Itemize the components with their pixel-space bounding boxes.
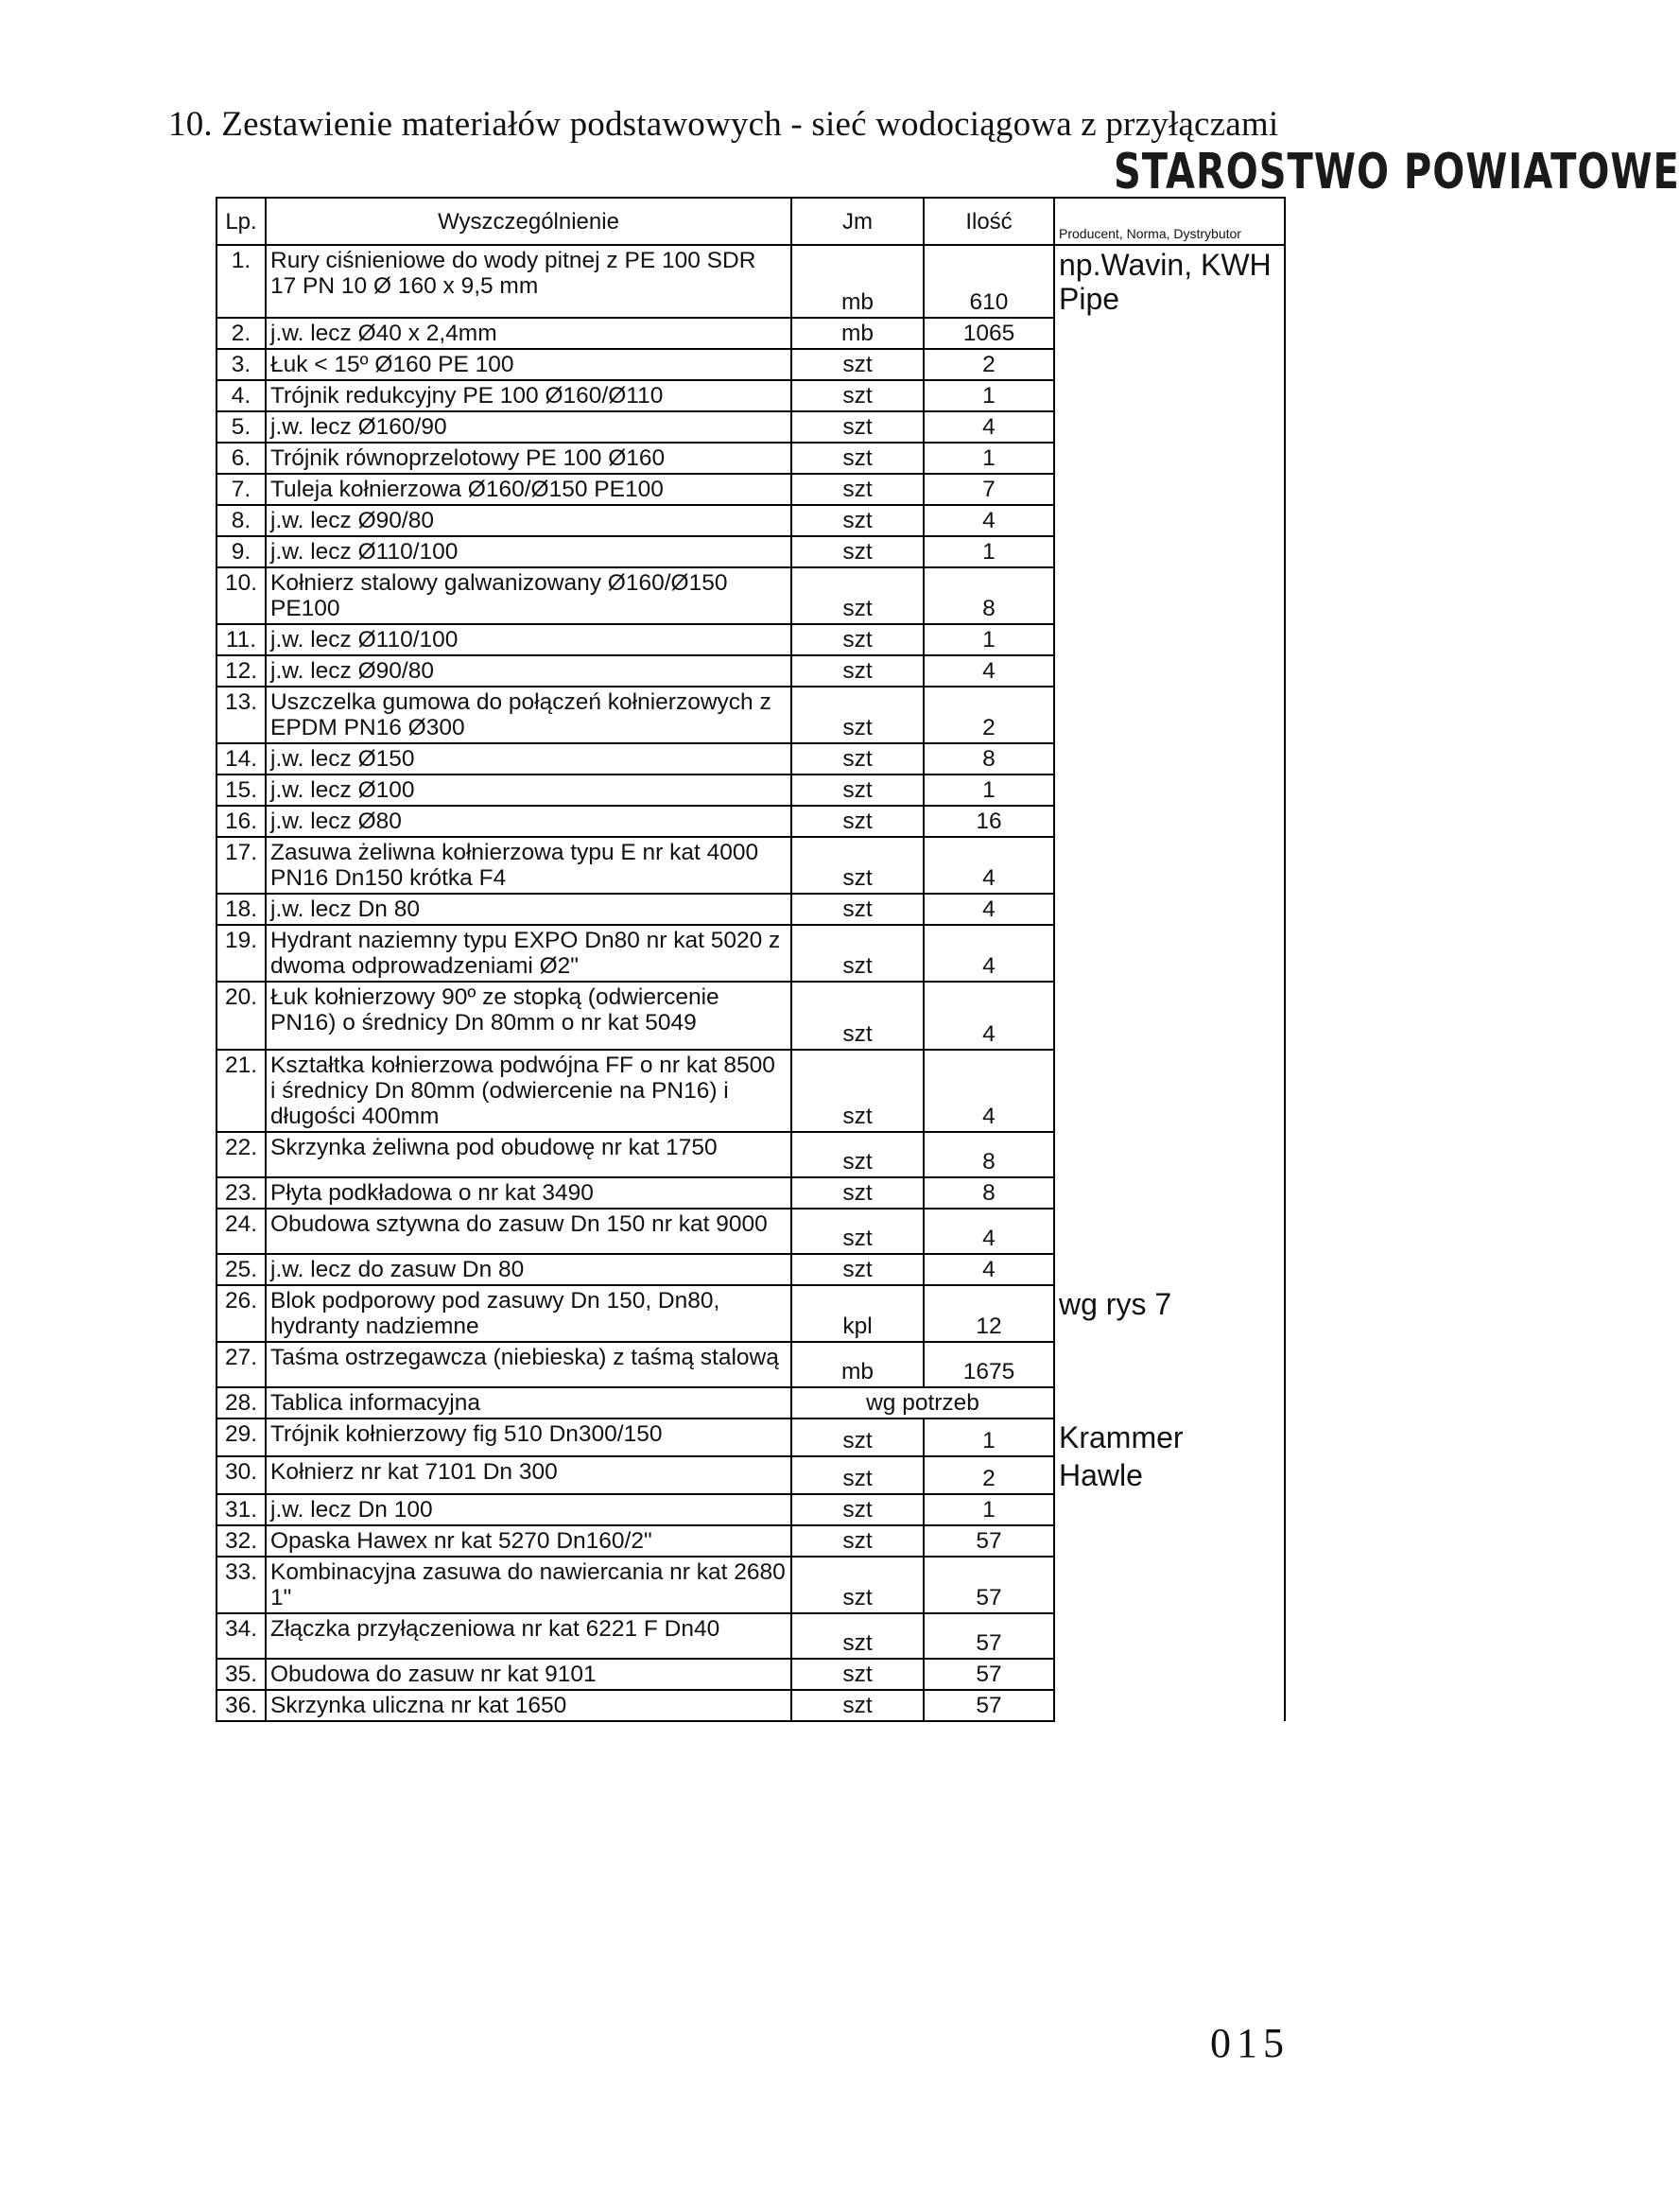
header-unit: Jm xyxy=(791,198,924,245)
table-row xyxy=(216,894,1285,925)
row-producer xyxy=(1054,318,1285,349)
row-unit: mb xyxy=(791,245,924,318)
row-lp: 34. xyxy=(216,1613,266,1659)
table-row xyxy=(216,1177,1285,1209)
row-unit: szt xyxy=(791,837,924,894)
row-producer: np.Wavin, KWH Pipe xyxy=(1054,245,1285,318)
row-unit: szt xyxy=(791,1690,924,1721)
row-quantity: 1 xyxy=(924,624,1054,655)
table-row xyxy=(216,245,1285,318)
row-description: Obudowa sztywna do zasuw Dn 150 nr kat 9000 xyxy=(266,1209,791,1254)
row-lp: 30. xyxy=(216,1456,266,1494)
row-unit: szt xyxy=(791,536,924,567)
row-producer xyxy=(1054,1177,1285,1209)
row-description: Rury ciśnieniowe do wody pitnej z PE 100 SDR 17 PN 10 Ø 160 x 9,5 mm xyxy=(266,245,791,318)
row-quantity: 16 xyxy=(924,806,1054,837)
row-quantity: 12 xyxy=(924,1285,1054,1342)
row-unit: szt xyxy=(791,1525,924,1557)
row-producer xyxy=(1054,1209,1285,1254)
row-lp: 19. xyxy=(216,925,266,982)
row-quantity: 7 xyxy=(924,474,1054,505)
row-unit: szt xyxy=(791,1132,924,1177)
row-description: Złączka przyłączeniowa nr kat 6221 F Dn40 xyxy=(266,1613,791,1659)
row-unit: szt xyxy=(791,1050,924,1132)
row-description: Skrzynka żeliwna pod obudowę nr kat 1750 xyxy=(266,1132,791,1177)
row-producer xyxy=(1054,1132,1285,1177)
header-quantity: Ilość xyxy=(924,198,1054,245)
row-description: Kształtka kołnierzowa podwójna FF o nr kat 8500 i średnicy Dn 80mm (odwiercenie na PN16) i długości 400mm xyxy=(266,1050,791,1132)
table-row xyxy=(216,1690,1285,1721)
page-number: 015 xyxy=(1210,2020,1290,2066)
row-producer xyxy=(1054,655,1285,687)
row-description: Płyta podkładowa o nr kat 3490 xyxy=(266,1177,791,1209)
table-row xyxy=(216,349,1285,380)
row-lp: 12. xyxy=(216,655,266,687)
row-quantity: 1675 xyxy=(924,1342,1054,1387)
row-description: Tablica informacyjna xyxy=(266,1387,791,1418)
row-description: j.w. lecz Ø90/80 xyxy=(266,655,791,687)
row-description: j.w. lecz Ø110/100 xyxy=(266,536,791,567)
row-producer xyxy=(1054,1387,1285,1418)
row-quantity: 610 xyxy=(924,245,1054,318)
row-description: j.w. lecz Ø110/100 xyxy=(266,624,791,655)
office-stamp: STAROSTWO POWIATOWE xyxy=(1114,144,1680,200)
row-description: Kołnierz nr kat 7101 Dn 300 xyxy=(266,1456,791,1494)
row-lp: 10. xyxy=(216,567,266,624)
header-producer: Producent, Norma, Dystrybutor xyxy=(1054,198,1285,245)
row-lp: 16. xyxy=(216,806,266,837)
row-quantity: 1 xyxy=(924,380,1054,411)
table-row xyxy=(216,982,1285,1050)
row-unit: szt xyxy=(791,624,924,655)
row-unit: szt xyxy=(791,411,924,443)
table-row xyxy=(216,1285,1285,1342)
table-row xyxy=(216,567,1285,624)
row-description: Łuk < 15º Ø160 PE 100 xyxy=(266,349,791,380)
row-lp: 6. xyxy=(216,443,266,474)
row-producer xyxy=(1054,1659,1285,1690)
row-quantity: 4 xyxy=(924,894,1054,925)
row-quantity: 8 xyxy=(924,1177,1054,1209)
row-lp: 32. xyxy=(216,1525,266,1557)
row-unit: szt xyxy=(791,982,924,1050)
row-description: Opaska Hawex nr kat 5270 Dn160/2" xyxy=(266,1525,791,1557)
table-row xyxy=(216,1613,1285,1659)
row-lp: 3. xyxy=(216,349,266,380)
row-description: j.w. lecz Dn 80 xyxy=(266,894,791,925)
row-description: Tuleja kołnierzowa Ø160/Ø150 PE100 xyxy=(266,474,791,505)
row-unit: szt xyxy=(791,1557,924,1613)
table-row xyxy=(216,837,1285,894)
table-row xyxy=(216,925,1285,982)
row-quantity: 4 xyxy=(924,982,1054,1050)
row-unit: szt xyxy=(791,443,924,474)
table-row xyxy=(216,505,1285,536)
row-quantity: 1 xyxy=(924,443,1054,474)
row-quantity: 8 xyxy=(924,743,1054,775)
row-lp: 25. xyxy=(216,1254,266,1285)
table-row xyxy=(216,1387,1285,1418)
row-quantity: 4 xyxy=(924,1050,1054,1132)
table-row xyxy=(216,624,1285,655)
row-description: Hydrant naziemny typu EXPO Dn80 nr kat 5020 z dwoma odprowadzeniami Ø2" xyxy=(266,925,791,982)
row-description: Zasuwa żeliwna kołnierzowa typu E nr kat 4000 PN16 Dn150 krótka F4 xyxy=(266,837,791,894)
row-quantity: 4 xyxy=(924,925,1054,982)
row-lp: 4. xyxy=(216,380,266,411)
table-row xyxy=(216,1659,1285,1690)
row-description: j.w. lecz Ø100 xyxy=(266,775,791,806)
row-lp: 21. xyxy=(216,1050,266,1132)
row-lp: 31. xyxy=(216,1494,266,1525)
row-description: Uszczelka gumowa do połączeń kołnierzowych z EPDM PN16 Ø300 xyxy=(266,687,791,743)
row-quantity: 1 xyxy=(924,1418,1054,1456)
row-producer xyxy=(1054,349,1285,380)
row-unit: szt xyxy=(791,1659,924,1690)
row-description: Skrzynka uliczna nr kat 1650 xyxy=(266,1690,791,1721)
row-description: Kołnierz stalowy galwanizowany Ø160/Ø150 PE100 xyxy=(266,567,791,624)
row-producer: Hawle xyxy=(1054,1456,1285,1494)
row-lp: 20. xyxy=(216,982,266,1050)
row-producer xyxy=(1054,687,1285,743)
row-producer xyxy=(1054,1557,1285,1613)
row-lp: 18. xyxy=(216,894,266,925)
row-quantity: 57 xyxy=(924,1525,1054,1557)
row-producer xyxy=(1054,505,1285,536)
row-unit: szt xyxy=(791,349,924,380)
table-row xyxy=(216,1342,1285,1387)
row-producer xyxy=(1054,567,1285,624)
row-quantity: 57 xyxy=(924,1613,1054,1659)
row-lp: 2. xyxy=(216,318,266,349)
row-description: Obudowa do zasuw nr kat 9101 xyxy=(266,1659,791,1690)
table-row xyxy=(216,1132,1285,1177)
table-row xyxy=(216,743,1285,775)
row-lp: 7. xyxy=(216,474,266,505)
row-unit: szt xyxy=(791,505,924,536)
row-lp: 24. xyxy=(216,1209,266,1254)
table-row xyxy=(216,1557,1285,1613)
row-unit-quantity: wg potrzeb xyxy=(791,1387,1054,1418)
row-description: Trójnik kołnierzowy fig 510 Dn300/150 xyxy=(266,1418,791,1456)
row-unit: szt xyxy=(791,1418,924,1456)
table-row xyxy=(216,1456,1285,1494)
row-lp: 36. xyxy=(216,1690,266,1721)
row-lp: 14. xyxy=(216,743,266,775)
table-row xyxy=(216,1050,1285,1132)
row-quantity: 4 xyxy=(924,1209,1054,1254)
row-lp: 23. xyxy=(216,1177,266,1209)
row-description: Blok podporowy pod zasuwy Dn 150, Dn80, hydranty nadziemne xyxy=(266,1285,791,1342)
row-producer xyxy=(1054,925,1285,982)
row-lp: 5. xyxy=(216,411,266,443)
row-producer xyxy=(1054,443,1285,474)
row-unit: szt xyxy=(791,474,924,505)
row-lp: 1. xyxy=(216,245,266,318)
row-description: Trójnik równoprzelotowy PE 100 Ø160 xyxy=(266,443,791,474)
row-unit: szt xyxy=(791,687,924,743)
row-quantity: 1 xyxy=(924,775,1054,806)
row-unit: szt xyxy=(791,380,924,411)
table-row xyxy=(216,380,1285,411)
row-producer xyxy=(1054,474,1285,505)
row-lp: 11. xyxy=(216,624,266,655)
row-unit: szt xyxy=(791,743,924,775)
row-description: j.w. lecz Ø150 xyxy=(266,743,791,775)
row-producer xyxy=(1054,982,1285,1050)
row-quantity: 2 xyxy=(924,349,1054,380)
table-body xyxy=(216,245,1285,1721)
row-producer xyxy=(1054,806,1285,837)
row-description: Taśma ostrzegawcza (niebieska) z taśmą stalową xyxy=(266,1342,791,1387)
row-producer xyxy=(1054,1342,1285,1387)
row-lp: 33. xyxy=(216,1557,266,1613)
row-lp: 22. xyxy=(216,1132,266,1177)
row-producer xyxy=(1054,411,1285,443)
row-unit: szt xyxy=(791,925,924,982)
row-unit: mb xyxy=(791,1342,924,1387)
row-description: j.w. lecz Ø40 x 2,4mm xyxy=(266,318,791,349)
row-quantity: 8 xyxy=(924,567,1054,624)
row-unit: szt xyxy=(791,655,924,687)
row-quantity: 8 xyxy=(924,1132,1054,1177)
row-unit: mb xyxy=(791,318,924,349)
table-row xyxy=(216,687,1285,743)
materials-table xyxy=(216,197,1286,1722)
row-quantity: 57 xyxy=(924,1659,1054,1690)
table-row xyxy=(216,1209,1285,1254)
table-row xyxy=(216,775,1285,806)
row-producer xyxy=(1054,380,1285,411)
row-quantity: 1 xyxy=(924,1494,1054,1525)
row-quantity: 1065 xyxy=(924,318,1054,349)
row-description: Łuk kołnierzowy 90º ze stopką (odwiercenie PN16) o średnicy Dn 80mm o nr kat 5049 xyxy=(266,982,791,1050)
row-unit: szt xyxy=(791,775,924,806)
row-quantity: 4 xyxy=(924,837,1054,894)
row-description: j.w. lecz Dn 100 xyxy=(266,1494,791,1525)
row-quantity: 57 xyxy=(924,1690,1054,1721)
row-description: Kombinacyjna zasuwa do nawiercania nr kat 2680 1" xyxy=(266,1557,791,1613)
row-unit: szt xyxy=(791,1456,924,1494)
row-description: j.w. lecz do zasuw Dn 80 xyxy=(266,1254,791,1285)
row-quantity: 2 xyxy=(924,687,1054,743)
table-header-row xyxy=(216,198,1285,245)
row-producer: wg rys 7 xyxy=(1054,1285,1285,1342)
row-quantity: 57 xyxy=(924,1557,1054,1613)
row-producer xyxy=(1054,1690,1285,1721)
table-row xyxy=(216,1525,1285,1557)
table-row xyxy=(216,411,1285,443)
row-lp: 13. xyxy=(216,687,266,743)
table-row xyxy=(216,536,1285,567)
row-producer xyxy=(1054,536,1285,567)
table-row xyxy=(216,474,1285,505)
table-row xyxy=(216,655,1285,687)
row-unit: szt xyxy=(791,1494,924,1525)
row-producer xyxy=(1054,1254,1285,1285)
row-producer xyxy=(1054,1525,1285,1557)
row-lp: 26. xyxy=(216,1285,266,1342)
row-producer xyxy=(1054,775,1285,806)
header-description: Wyszczególnienie xyxy=(266,198,791,245)
row-description: j.w. lecz Ø80 xyxy=(266,806,791,837)
table-row xyxy=(216,1254,1285,1285)
row-lp: 17. xyxy=(216,837,266,894)
row-quantity: 4 xyxy=(924,1254,1054,1285)
row-producer xyxy=(1054,743,1285,775)
row-producer xyxy=(1054,624,1285,655)
row-quantity: 1 xyxy=(924,536,1054,567)
row-quantity: 2 xyxy=(924,1456,1054,1494)
row-producer xyxy=(1054,1494,1285,1525)
row-producer xyxy=(1054,837,1285,894)
row-description: j.w. lecz Ø160/90 xyxy=(266,411,791,443)
row-lp: 9. xyxy=(216,536,266,567)
row-quantity: 4 xyxy=(924,411,1054,443)
row-unit: szt xyxy=(791,567,924,624)
row-description: Trójnik redukcyjny PE 100 Ø160/Ø110 xyxy=(266,380,791,411)
row-unit: szt xyxy=(791,1209,924,1254)
row-quantity: 4 xyxy=(924,655,1054,687)
page-title: 10. Zestawienie materiałów podstawowych - sieć wodociągowa z przyłączami xyxy=(168,105,1279,144)
row-lp: 29. xyxy=(216,1418,266,1456)
row-unit: kpl xyxy=(791,1285,924,1342)
row-unit: szt xyxy=(791,894,924,925)
row-unit: szt xyxy=(791,1613,924,1659)
row-lp: 35. xyxy=(216,1659,266,1690)
row-description: j.w. lecz Ø90/80 xyxy=(266,505,791,536)
table-row xyxy=(216,806,1285,837)
row-quantity: 4 xyxy=(924,505,1054,536)
table-row xyxy=(216,318,1285,349)
row-unit: szt xyxy=(791,1177,924,1209)
table-row xyxy=(216,1418,1285,1456)
row-producer xyxy=(1054,1613,1285,1659)
row-producer xyxy=(1054,1050,1285,1132)
table-row xyxy=(216,443,1285,474)
row-lp: 15. xyxy=(216,775,266,806)
row-lp: 27. xyxy=(216,1342,266,1387)
row-unit: szt xyxy=(791,806,924,837)
table-row xyxy=(216,1494,1285,1525)
row-lp: 8. xyxy=(216,505,266,536)
row-producer xyxy=(1054,894,1285,925)
row-producer: Krammer xyxy=(1054,1418,1285,1456)
row-lp: 28. xyxy=(216,1387,266,1418)
header-lp: Lp. xyxy=(216,198,266,245)
row-unit: szt xyxy=(791,1254,924,1285)
